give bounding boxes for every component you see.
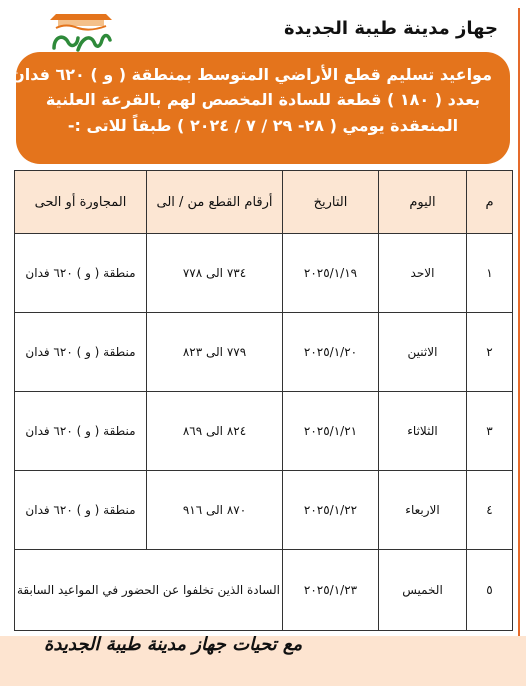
- row-date: ٢٠٢٥/١/١٩: [283, 234, 379, 313]
- row-num: ٥: [467, 550, 513, 631]
- row-date: ٢٠٢٥/١/٢٠: [283, 313, 379, 392]
- header-area: المجاورة أو الحى: [15, 171, 147, 234]
- row-plots: ٧٧٩ الى ٨٢٣: [147, 313, 283, 392]
- row-plots: ٨٧٠ الى ٩١٦: [147, 471, 283, 550]
- agency-logo: [46, 10, 116, 58]
- table-row: [15, 234, 513, 313]
- row-day: الاحد: [379, 234, 467, 313]
- agency-title: جهاز مدينة طيبة الجديدة: [284, 18, 498, 39]
- row-area: منطقة ( و ) ٦٢٠ فدان: [15, 471, 147, 550]
- row-date: ٢٠٢٥/١/٢٢: [283, 471, 379, 550]
- row-num: ٢: [467, 313, 513, 392]
- header-day: اليوم: [379, 171, 467, 234]
- row-area: منطقة ( و ) ٦٢٠ فدان: [15, 392, 147, 471]
- table-row: [15, 471, 513, 550]
- table-row: [15, 313, 513, 392]
- row-date: ٢٠٢٥/١/٢٣: [283, 550, 379, 631]
- notice-line-1: مواعيد تسليم قطع الأراضي المتوسط بمنطقة ( و ) ٦٢٠ فدان: [11, 65, 492, 84]
- row-num: ٤: [467, 471, 513, 550]
- top-header: [12, 8, 514, 56]
- page-border-line: [518, 8, 520, 648]
- row-date: ٢٠٢٥/١/٢١: [283, 392, 379, 471]
- schedule-table: [14, 170, 513, 631]
- header-plots: أرقام القطع من / الى: [147, 171, 283, 234]
- footer-greeting: مع تحيات جهاز مدينة طيبة الجديدة: [44, 634, 303, 655]
- row-num: ١: [467, 234, 513, 313]
- row-day: الخميس: [379, 550, 467, 631]
- row-area: منطقة ( و ) ٦٢٠ فدان: [15, 234, 147, 313]
- header-date: التاريخ: [283, 171, 379, 234]
- notice-line-3: المنعقدة يومي ( ٢٨- ٢٩ / ٧ / ٢٠٢٤ ) طبقاً للاتى :-: [67, 115, 459, 135]
- row-day: الثلاثاء: [379, 392, 467, 471]
- notice-box: [11, 52, 510, 164]
- row-plots: ٨٢٤ الى ٨٦٩: [147, 392, 283, 471]
- table-row: [15, 550, 513, 631]
- row-num: ٣: [467, 392, 513, 471]
- header-num: م: [467, 171, 513, 234]
- row-plots: ٧٣٤ الى ٧٧٨: [147, 234, 283, 313]
- row-day: الاثنين: [379, 313, 467, 392]
- table-header-row: [15, 171, 513, 234]
- table-row: [15, 392, 513, 471]
- notice-line-2: بعدد ( ١٨٠ ) قطعة للسادة المخصص لهم بالقرعة العلنية: [45, 90, 481, 110]
- row-note: السادة الذين تخلفوا عن الحضور في المواعيد السابقة: [15, 550, 283, 631]
- row-day: الاربعاء: [379, 471, 467, 550]
- row-area: منطقة ( و ) ٦٢٠ فدان: [15, 313, 147, 392]
